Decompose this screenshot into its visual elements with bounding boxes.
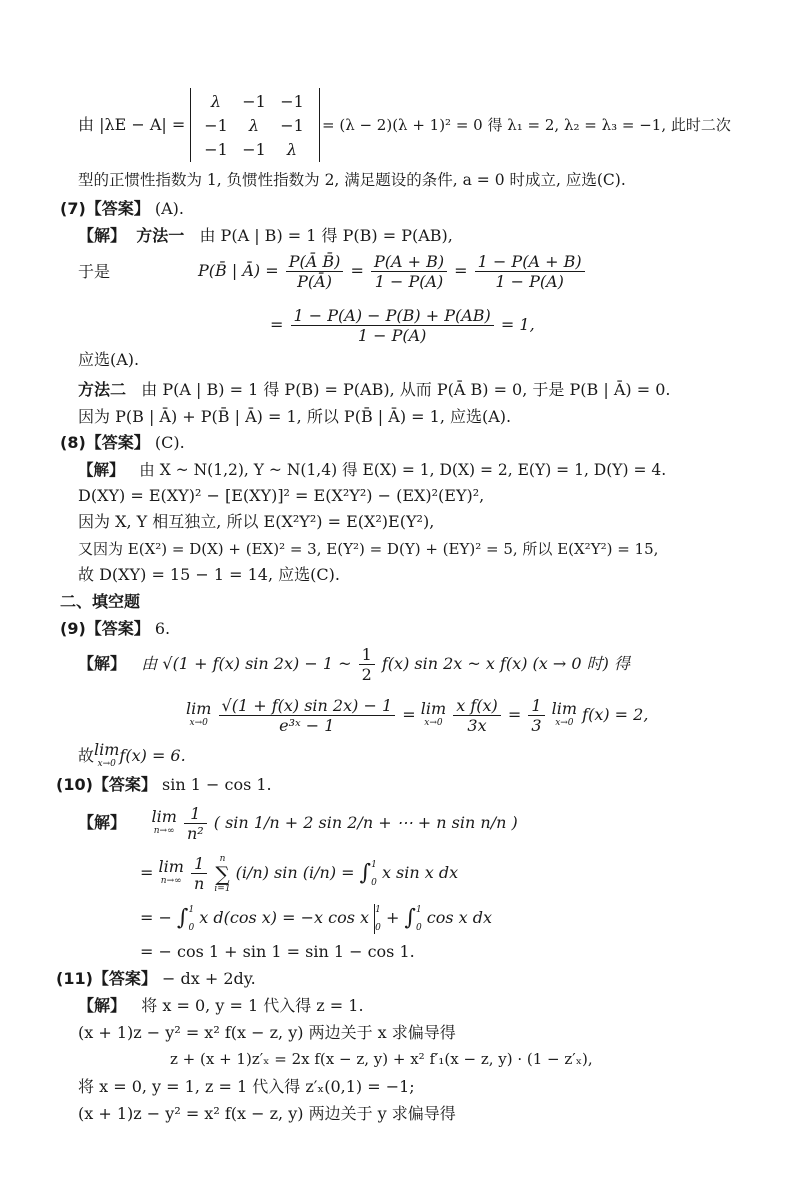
lim-word: lim <box>420 698 447 718</box>
q7-method2-text: 由 P(A | B) = 1 得 P(B) = P(AB), 从而 P(Ā B) = 0, 于是 P(B | Ā) = 0. <box>141 380 671 399</box>
q9-eq-tail: f(x) = 2, <box>582 705 649 724</box>
lim-subscript: x→0 <box>97 758 116 769</box>
eval-upper: 1 <box>375 904 381 915</box>
q10-line4: = − cos 1 + sin 1 = sin 1 − cos 1. <box>140 942 415 961</box>
matrix-cell: −1 <box>280 92 304 111</box>
sum-upper: n <box>219 853 226 864</box>
q10-line3-b: x d(cos x) = −x cos x <box>199 908 370 927</box>
frac-numerator: x f(x) <box>453 696 501 716</box>
matrix-cell: −1 <box>204 140 228 159</box>
frac-numerator: 1 <box>359 645 375 665</box>
matrix-cell: λ <box>210 92 222 111</box>
frac-denominator: P(Ā) <box>297 272 332 291</box>
lim-subscript: n→∞ <box>160 875 182 886</box>
q8-line5: 故 D(XY) = 15 − 1 = 14, 应选(C). <box>78 565 340 584</box>
matrix-row-1 <box>199 92 311 114</box>
q7-eq2-rhs: = 1, <box>500 315 535 334</box>
equals-sign: = <box>402 705 416 724</box>
q9-conclusion-value: f(x) = 6. <box>119 746 186 765</box>
det-prefix: 由 |λE − A| = <box>78 115 186 134</box>
int-lower: 0 <box>415 922 422 933</box>
eval-lower: 0 <box>375 922 381 933</box>
lim-subscript: x→0 <box>424 717 443 728</box>
q7-yushi: 于是 <box>78 262 111 281</box>
frac-denominator: e³ˣ − 1 <box>279 716 335 735</box>
q7-eq1-frac1 <box>286 252 344 291</box>
q11-line2: (x + 1)z − y² = x² f(x − z, y) 两边关于 x 求偏导得 <box>78 1023 456 1042</box>
q8-line4: 又因为 E(X²) = D(X) + (EX)² = 3, E(Y²) = D(Y) + (EY)² = 5, 所以 E(X²Y²) = 15, <box>78 540 659 558</box>
q10-line3 <box>140 898 492 938</box>
frac-numerator: 1 <box>528 696 544 716</box>
lim-word: lim <box>151 806 177 826</box>
sum-lower: i=1 <box>214 883 231 894</box>
frac-numerator: √(1 + f(x) sin 2x) − 1 <box>219 696 396 716</box>
limit-operator <box>551 698 578 730</box>
integral-symbol: ∫ <box>404 905 416 931</box>
limit-operator <box>420 698 447 730</box>
q8-label: (8)【答案】 <box>60 433 150 452</box>
q10-line2-tail: x sin x dx <box>381 863 459 882</box>
frac-numerator: 1 <box>184 804 207 824</box>
q7-method2-line2: 因为 P(B | Ā) + P(B̄ | Ā) = 1, 所以 P(B̄ | Ā) = 1, 应选(A). <box>78 407 512 426</box>
q10-label: (10)【答案】 <box>56 775 157 794</box>
matrix-row-3 <box>199 140 311 162</box>
matrix-cell: λ <box>286 140 298 159</box>
q10-sol-label: 【解】 <box>78 813 127 832</box>
q9-line1 <box>78 642 630 686</box>
lim-subscript: x→0 <box>555 717 574 728</box>
int-upper: 1 <box>415 904 422 915</box>
frac-denominator: 1 − P(A) <box>374 272 444 291</box>
plus-sign: + <box>385 908 400 927</box>
q9-frac2 <box>453 696 501 735</box>
q8-line1: 由 X ~ N(1,2), Y ~ N(1,4) 得 E(X) = 1, D(X) = 2, E(Y) = 1, D(Y) = 4. <box>139 461 667 479</box>
frac-denominator: 3 <box>531 716 542 735</box>
frac-denominator: n <box>194 874 205 893</box>
determinant-matrix <box>190 88 320 162</box>
integral-symbol: ∫ <box>177 905 189 931</box>
q11-line5: (x + 1)z − y² = x² f(x − z, y) 两边关于 y 求偏导得 <box>78 1104 456 1123</box>
q8-header <box>60 433 185 453</box>
q11-label: (11)【答案】 <box>56 969 157 988</box>
q10-sum-body: ( sin 1/n + 2 sin 2/n + ⋯ + n sin n/n ) <box>213 813 518 832</box>
inertia-line: 型的正惯性指数为 1, 负惯性指数为 2, 满足题设的条件, a = 0 时成立, 应选(C). <box>78 171 626 189</box>
q10-frac <box>184 804 207 843</box>
q9-conclusion <box>78 739 186 770</box>
summation <box>214 854 230 894</box>
section-title: 二、填空题 <box>60 592 141 611</box>
q9-conclusion-prefix: 故 <box>78 746 95 765</box>
q8-sol-label: 【解】 <box>78 461 125 479</box>
q7-method2-title: 方法二 <box>78 380 127 399</box>
lim-word: lim <box>94 739 120 759</box>
sum-symbol: ∑ <box>215 861 230 886</box>
lim-word: lim <box>158 856 184 876</box>
matrix-cell: −1 <box>242 140 266 159</box>
integral-limits <box>188 905 194 933</box>
q9-frac1 <box>219 696 396 735</box>
lim-word: lim <box>186 698 212 718</box>
det-suffix: = (λ − 2)(λ + 1)² = 0 得 λ₁ = 2, λ₂ = λ₃ = −1, 此时二次 <box>322 116 731 134</box>
q7-eq2-frac <box>291 306 494 345</box>
q11-line3: z + (x + 1)z′ₓ = 2x f(x − z, y) + x² f′₁(x − z, y) · (1 − z′ₓ), <box>170 1050 593 1068</box>
q8-answer: (C). <box>154 433 185 452</box>
q11-line1: 将 x = 0, y = 1 代入得 z = 1. <box>141 996 364 1015</box>
eval-limits <box>375 905 381 933</box>
q10-line2 <box>140 850 458 896</box>
lim-subscript: n→∞ <box>153 825 175 836</box>
q7-method1-line <box>78 226 453 246</box>
q8-line2: D(XY) = E(XY)² − [E(XY)]² = E(X²Y²) − (EX)²(EY)², <box>78 486 485 505</box>
frac-numerator: P(A + B) <box>371 252 447 272</box>
q11-header <box>56 969 256 989</box>
equals-sign: = <box>507 705 522 724</box>
int-upper: 1 <box>188 904 195 915</box>
q9-half-frac <box>359 645 375 684</box>
frac-numerator: 1 − P(A + B) <box>475 252 585 272</box>
frac-numerator: 1 <box>191 854 207 874</box>
q7-eq1-frac3 <box>475 252 585 291</box>
frac-denominator: n² <box>186 824 204 843</box>
limit-operator <box>158 856 184 888</box>
lim-subscript: x→0 <box>189 717 208 728</box>
q7-answer: (A). <box>154 199 184 218</box>
q10-line1 <box>78 800 518 846</box>
int-lower: 0 <box>371 877 377 888</box>
matrix-cell: λ <box>248 116 260 135</box>
q8-line3: 因为 X, Y 相互独立, 所以 E(X²Y²) = E(X²)E(Y²), <box>78 512 435 531</box>
q9-frac3 <box>528 696 544 735</box>
equals-sign: = <box>140 863 154 882</box>
integral-symbol: ∫ <box>359 860 372 886</box>
q9-answer: 6. <box>154 619 171 638</box>
q7-conclusion1: 应选(A). <box>78 350 140 369</box>
frac-numerator: 1 − P(A) − P(B) + P(AB) <box>291 306 494 326</box>
q7-label: (7)【答案】 <box>60 199 150 218</box>
lim-word: lim <box>551 698 578 718</box>
q10-line3-d: cos x dx <box>426 908 493 927</box>
q7-method1-title: 方法一 <box>136 226 185 245</box>
q10-line3-a: = − <box>140 908 172 927</box>
q11-line1-wrap <box>78 996 364 1016</box>
q11-sol-label: 【解】 <box>78 996 127 1015</box>
q7-eq1: P(B̄ | Ā) = $\frac{\text{P(Ā B̄)}}{P(Ā)}$ = $\frac{P(A + B)}{1 - P(A)}$ = $\frac{1 - P(A + B)}{1 - P(A)}$ <box>198 246 587 296</box>
limit-operator <box>151 806 177 838</box>
q10-line2-body: (i/n) sin (i/n) = <box>235 863 355 882</box>
q9-sol-label: 【解】 <box>78 654 127 673</box>
q9-header <box>60 619 170 639</box>
frac-denominator: 1 − P(A) <box>357 326 427 345</box>
q11-line4: 将 x = 0, y = 1, z = 1 代入得 z′ₓ(0,1) = −1; <box>78 1077 415 1096</box>
matrix-cell: −1 <box>242 92 266 111</box>
frac-denominator: 2 <box>361 665 372 684</box>
q9-line1-a: 由 √(1 + f(x) sin 2x) − 1 ~ <box>141 654 352 673</box>
integral-limits <box>371 860 377 888</box>
q9-limit-eq <box>186 690 648 740</box>
q8-line1-wrap <box>78 460 666 480</box>
q7-eq1-lhs: P(B̄ | Ā) = <box>198 261 279 280</box>
limit-operator <box>94 739 120 771</box>
matrix-cell: −1 <box>204 116 228 135</box>
matrix-cell: −1 <box>280 116 304 135</box>
limit-operator <box>186 698 212 730</box>
q10-answer: sin 1 − cos 1. <box>162 775 272 794</box>
frac-denominator: 3x <box>467 716 487 735</box>
q10-line2-frac <box>191 854 207 893</box>
integral-limits <box>416 905 422 933</box>
q9-line1-b: f(x) sin 2x ~ x f(x) (x → 0 时) 得 <box>381 654 630 673</box>
q11-answer: − dx + 2dy. <box>162 969 256 988</box>
q9-label: (9)【答案】 <box>60 619 150 638</box>
matrix-row-2 <box>199 116 311 138</box>
q7-method1-text: 由 P(A | B) = 1 得 P(B) = P(AB), <box>199 226 453 245</box>
q7-eq2: = $\frac{1 - P(A) - P(B) + P(AB)}{1 - P(A)}$ = 1, <box>270 306 535 345</box>
q7-sol-label: 【解】 <box>78 226 127 245</box>
q7-header <box>60 199 184 219</box>
frac-numerator: P(Ā B̄) <box>286 252 344 272</box>
int-upper: 1 <box>371 859 377 870</box>
q7-eq1-frac2 <box>371 252 447 291</box>
int-lower: 0 <box>188 922 195 933</box>
q7-method2-line <box>78 380 670 400</box>
frac-denominator: 1 − P(A) <box>495 272 564 291</box>
q10-header <box>56 775 272 795</box>
